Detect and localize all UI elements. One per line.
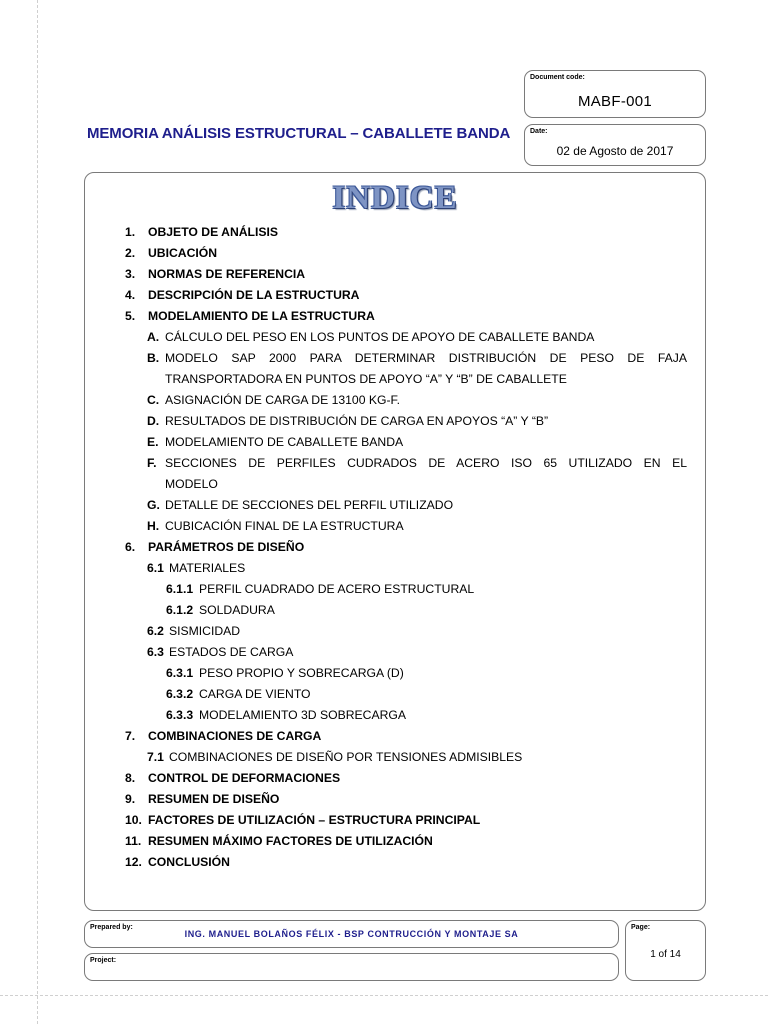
index-heading: INDICE	[332, 180, 458, 216]
toc-text: MATERIALES	[169, 561, 246, 575]
toc-number: 4.	[125, 288, 136, 302]
toc-text: PESO PROPIO Y SOBRECARGA (D)	[199, 666, 404, 680]
toc-item	[85, 222, 705, 243]
toc-number: 11.	[125, 834, 142, 848]
toc-number: 2.	[125, 246, 136, 260]
toc-letter: D.	[147, 414, 160, 428]
toc-item	[85, 810, 705, 831]
toc-letter: F.	[147, 456, 157, 470]
toc-number: 6.1.2	[166, 603, 194, 617]
document-code-label: Document code:	[530, 74, 585, 81]
toc-number: 6.3.3	[166, 708, 194, 722]
toc-item	[85, 831, 705, 852]
toc-letter: A.	[147, 330, 160, 344]
toc-text: OBJETO DE ANÁLISIS	[148, 225, 279, 239]
toc-text: RESUMEN MÁXIMO FACTORES DE UTILIZACIÓN	[148, 834, 433, 848]
toc-text: ASIGNACIÓN DE CARGA DE 13100 KG-F.	[165, 393, 401, 407]
document-title: MEMORIA ANÁLISIS ESTRUCTURAL – CABALLETE BANDA	[87, 125, 511, 142]
document-code-box	[524, 70, 706, 118]
toc-number: 6.3.1	[166, 666, 194, 680]
toc-text: COMBINACIONES DE DISEÑO POR TENSIONES ADMISIBLES	[169, 750, 523, 764]
toc-item	[85, 264, 705, 285]
toc-subsubitem	[85, 579, 705, 600]
toc-subsubitem	[85, 663, 705, 684]
date-label: Date:	[530, 128, 548, 135]
toc-subitem	[85, 495, 705, 516]
toc-subitem	[85, 327, 705, 348]
toc-number: 8.	[125, 771, 136, 785]
toc-letter: B.	[147, 351, 160, 365]
toc-subitem	[85, 558, 705, 579]
toc-text: CUBICACIÓN FINAL DE LA ESTRUCTURA	[165, 519, 404, 533]
page-label: Page:	[631, 924, 651, 931]
toc-continuation	[85, 474, 705, 495]
prepared-by-value: ING. MANUEL BOLAÑOS FÉLIX - BSP CONTRUCCIÓN Y MONTAJE SA	[184, 929, 519, 939]
toc-text: MODELAMIENTO 3D SOBRECARGA	[199, 708, 407, 722]
toc-text: RESUMEN DE DISEÑO	[148, 792, 280, 806]
toc-number: 6.2	[147, 624, 164, 638]
toc-subitem	[85, 348, 705, 369]
toc-text: PARÁMETROS DE DISEÑO	[148, 540, 305, 554]
toc-continuation	[85, 369, 705, 390]
toc-number: 6.1.1	[166, 582, 194, 596]
toc-text: MODELAMIENTO DE CABALLETE BANDA	[165, 435, 404, 449]
toc-text: SECCIONES DE PERFILES CUDRADOS DE ACERO ISO 65 UTILIZADO EN EL	[165, 456, 687, 470]
toc-text: CONCLUSIÓN	[148, 855, 230, 869]
project-box	[84, 953, 619, 981]
toc-text: CÁLCULO DEL PESO EN LOS PUNTOS DE APOYO DE CABALLETE BANDA	[165, 330, 595, 344]
toc-subsubitem	[85, 705, 705, 726]
toc-subitem	[85, 621, 705, 642]
toc-text: FACTORES DE UTILIZACIÓN – ESTRUCTURA PRINCIPAL	[148, 813, 481, 827]
toc-item	[85, 852, 705, 873]
toc-item	[85, 285, 705, 306]
toc-number: 6.3	[147, 645, 164, 659]
page-margin-guide	[37, 0, 38, 1024]
toc-text: DETALLE DE SECCIONES DEL PERFIL UTILIZADO	[165, 498, 454, 512]
page-number: 1 of 14	[650, 949, 681, 960]
toc-text: MODELAMIENTO DE LA ESTRUCTURA	[148, 309, 375, 323]
toc-item	[85, 243, 705, 264]
toc-number: 6.3.2	[166, 687, 194, 701]
toc-subitem	[85, 432, 705, 453]
toc-subitem	[85, 516, 705, 537]
document-code-value: MABF-001	[577, 93, 653, 110]
toc-text: MODELO	[165, 477, 218, 491]
toc-text: NORMAS DE REFERENCIA	[148, 267, 306, 281]
toc-number: 7.1	[147, 750, 164, 764]
toc-subitem	[85, 390, 705, 411]
toc-text: MODELO SAP 2000 PARA DETERMINAR DISTRIBUCIÓN DE PESO DE FAJA	[165, 351, 687, 365]
project-label: Project:	[90, 957, 117, 964]
index-panel	[84, 172, 706, 911]
toc-text: CARGA DE VIENTO	[199, 687, 311, 701]
toc-text: DESCRIPCIÓN DE LA ESTRUCTURA	[148, 288, 360, 302]
toc-text: TRANSPORTADORA EN PUNTOS DE APOYO “A” Y “B” DE CABALLETE	[165, 372, 567, 386]
page-box	[625, 920, 706, 981]
toc-text: SISMICIDAD	[169, 624, 241, 638]
date-value: 02 de Agosto de 2017	[556, 144, 674, 158]
toc-number: 3.	[125, 267, 136, 281]
toc-item	[85, 789, 705, 810]
toc-number: 7.	[125, 729, 136, 743]
toc-subitem	[85, 642, 705, 663]
toc-item	[85, 726, 705, 747]
toc-text: COMBINACIONES DE CARGA	[148, 729, 322, 743]
toc-letter: H.	[147, 519, 160, 533]
date-box	[524, 124, 706, 166]
toc-item	[85, 768, 705, 789]
toc-text: ESTADOS DE CARGA	[169, 645, 294, 659]
toc-subsubitem	[85, 600, 705, 621]
toc-item	[85, 537, 705, 558]
toc-number: 6.	[125, 540, 136, 554]
toc-subitem	[85, 747, 705, 768]
table-of-contents	[85, 222, 705, 873]
toc-number: 12.	[125, 855, 142, 869]
toc-subitem	[85, 411, 705, 432]
toc-letter: G.	[147, 498, 160, 512]
toc-number: 1.	[125, 225, 136, 239]
toc-subitem	[85, 453, 705, 474]
prepared-by-label: Prepared by:	[90, 924, 133, 931]
toc-text: SOLDADURA	[199, 603, 275, 617]
toc-number: 5.	[125, 309, 136, 323]
page-break-guide	[0, 995, 768, 996]
toc-text: CONTROL DE DEFORMACIONES	[148, 771, 341, 785]
toc-letter: C.	[147, 393, 160, 407]
toc-item	[85, 306, 705, 327]
toc-number: 6.1	[147, 561, 164, 575]
toc-number: 10.	[125, 813, 142, 827]
toc-text: PERFIL CUADRADO DE ACERO ESTRUCTURAL	[199, 582, 475, 596]
toc-number: 9.	[125, 792, 136, 806]
toc-text: RESULTADOS DE DISTRIBUCIÓN DE CARGA EN APOYOS “A” Y “B”	[165, 414, 549, 428]
toc-letter: E.	[147, 435, 159, 449]
toc-text: UBICACIÓN	[148, 246, 218, 260]
toc-subsubitem	[85, 684, 705, 705]
prepared-by-box	[84, 920, 619, 948]
